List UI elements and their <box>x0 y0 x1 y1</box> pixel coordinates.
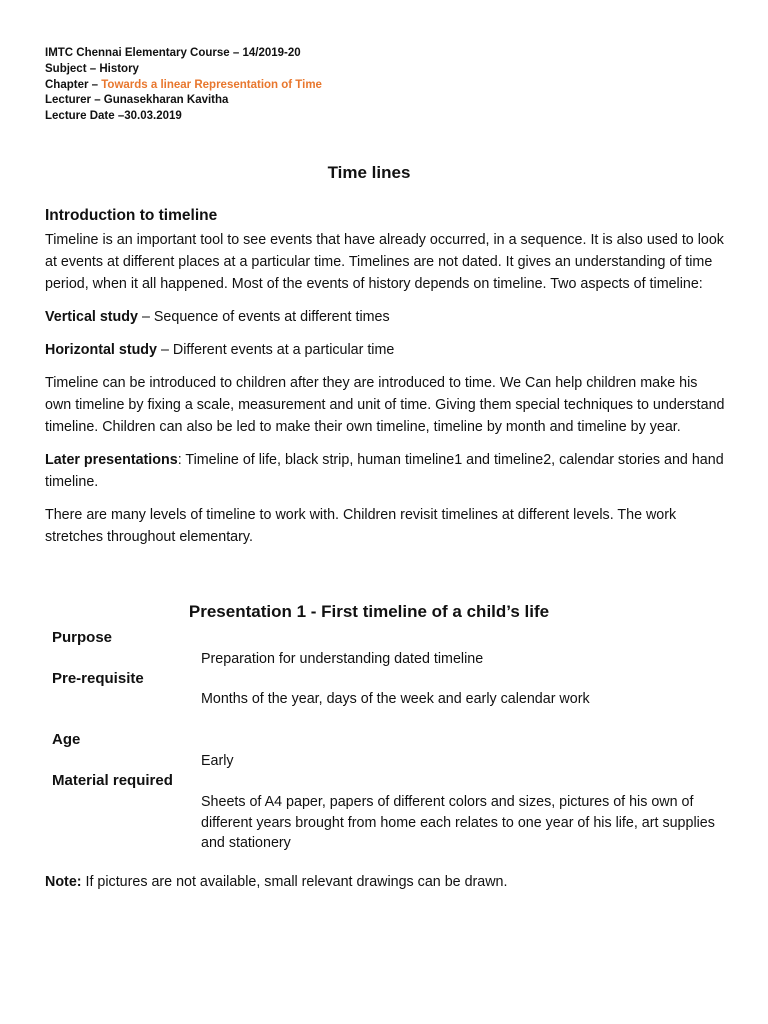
vertical-study-line <box>45 306 725 328</box>
note-line <box>45 874 507 890</box>
note-label: Note: <box>45 874 82 890</box>
horizontal-study-line <box>45 339 725 361</box>
lecturer-line: Lecturer – Gunasekharan Kavitha <box>45 94 229 107</box>
material-required-label: Material required <box>52 772 173 789</box>
chapter-prefix: Chapter – <box>45 78 102 91</box>
age-value: Early <box>201 753 234 769</box>
age-label: Age <box>52 731 81 748</box>
intro-section <box>45 205 725 559</box>
timeline-intro-paragraph: Timeline can be introduced to children after they are introduced to time. We Can help children make his own timeline by fixing a scale, measurement and unit of time. Giving them special techniques to understand timeline. Children can also be led to make their own timeline, timeline by month and timeline by year. <box>45 375 725 435</box>
horizontal-study-label: Horizontal study <box>45 342 157 358</box>
material-required-value: Sheets of A4 paper, papers of different colors and sizes, pictures of his own of different years brought from home each relates to one year of his life, art supplies and stationery <box>201 794 715 851</box>
lecture-date-line: Lecture Date –30.03.2019 <box>45 110 182 123</box>
chapter-title: Towards a linear Representation of Time <box>101 78 322 91</box>
page-title: Time lines <box>327 163 411 182</box>
chapter-line <box>45 78 322 94</box>
later-presentations-text: : Timeline of life, black strip, human timeline1 and timeline2, calendar stories and hand timeline. <box>45 452 724 490</box>
horizontal-study-text: – Different events at a particular time <box>157 342 395 358</box>
subject-line: Subject – History <box>45 62 139 75</box>
intro-paragraph: Timeline is an important tool to see events that have already occurred, in a sequence. It is also used to look at events at different places at a particular time. Timelines are not dated. It gives an understanding of time period, when it all happened. Most of the events of history depends on timeline. Two aspects of timeline: <box>45 232 724 292</box>
purpose-label: Purpose <box>52 629 113 646</box>
purpose-value: Preparation for understanding dated timeline <box>201 651 484 667</box>
vertical-study-text: – Sequence of events at different times <box>137 309 390 325</box>
later-presentations-line <box>45 449 725 493</box>
later-presentations-label: Later presentations <box>45 452 178 468</box>
prerequisite-label: Pre-requisite <box>52 670 144 687</box>
course-line: IMTC Chennai Elementary Course – 14/2019-20 <box>45 47 301 59</box>
vertical-study-label: Vertical study <box>45 309 138 325</box>
levels-paragraph: There are many levels of timeline to work with. Children revisit timelines at different levels. The work stretches throughout elementary. <box>45 507 677 545</box>
document-header <box>45 46 322 125</box>
note-text: If pictures are not available, small relevant drawings can be drawn. <box>81 874 508 890</box>
intro-heading: Introduction to timeline <box>45 207 218 224</box>
presentation-title: Presentation 1 - First timeline of a child’s life <box>188 602 550 621</box>
prerequisite-value: Months of the year, days of the week and early calendar work <box>201 691 590 707</box>
